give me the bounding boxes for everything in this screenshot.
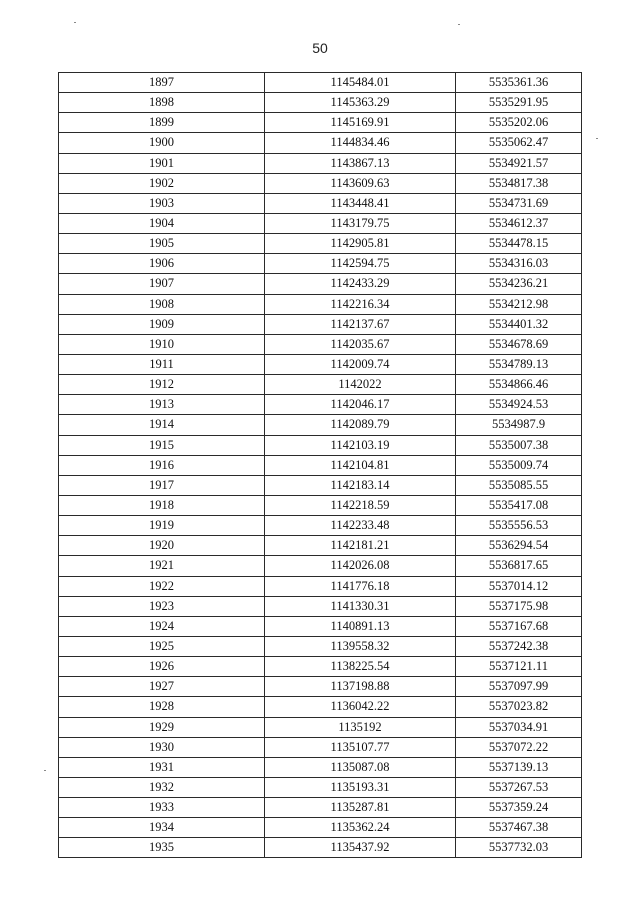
point-number-cell: 1935 xyxy=(59,838,265,858)
y-coordinate-cell: 5535417.08 xyxy=(456,495,582,515)
y-coordinate-cell: 5534789.13 xyxy=(456,354,582,374)
y-coordinate-cell: 5537359.24 xyxy=(456,798,582,818)
x-coordinate-cell: 1145363.29 xyxy=(265,93,456,113)
point-number-cell: 1908 xyxy=(59,294,265,314)
table-row xyxy=(59,475,582,495)
point-number-cell: 1901 xyxy=(59,153,265,173)
y-coordinate-cell: 5534212.98 xyxy=(456,294,582,314)
point-number-cell: 1904 xyxy=(59,213,265,233)
table-row xyxy=(59,113,582,133)
y-coordinate-cell: 5537167.68 xyxy=(456,616,582,636)
point-number-cell: 1929 xyxy=(59,717,265,737)
x-coordinate-cell: 1142216.34 xyxy=(265,294,456,314)
table-row xyxy=(59,133,582,153)
x-coordinate-cell: 1138225.54 xyxy=(265,657,456,677)
table-row xyxy=(59,375,582,395)
point-number-cell: 1921 xyxy=(59,556,265,576)
y-coordinate-cell: 5537121.11 xyxy=(456,657,582,677)
x-coordinate-cell: 1142181.21 xyxy=(265,536,456,556)
x-coordinate-cell: 1142594.75 xyxy=(265,254,456,274)
table-row xyxy=(59,818,582,838)
point-number-cell: 1931 xyxy=(59,757,265,777)
scan-speck xyxy=(596,138,598,139)
x-coordinate-cell: 1135437.92 xyxy=(265,838,456,858)
x-coordinate-cell: 1142183.14 xyxy=(265,475,456,495)
point-number-cell: 1927 xyxy=(59,677,265,697)
table-row xyxy=(59,576,582,596)
y-coordinate-cell: 5537023.82 xyxy=(456,697,582,717)
table-row xyxy=(59,395,582,415)
table-row xyxy=(59,798,582,818)
point-number-cell: 1926 xyxy=(59,657,265,677)
point-number-cell: 1913 xyxy=(59,395,265,415)
y-coordinate-cell: 5537072.22 xyxy=(456,737,582,757)
table-row xyxy=(59,93,582,113)
table-row xyxy=(59,153,582,173)
point-number-cell: 1922 xyxy=(59,576,265,596)
table-row xyxy=(59,677,582,697)
x-coordinate-cell: 1142103.19 xyxy=(265,435,456,455)
y-coordinate-cell: 5535085.55 xyxy=(456,475,582,495)
table-row xyxy=(59,717,582,737)
x-coordinate-cell: 1143867.13 xyxy=(265,153,456,173)
y-coordinate-cell: 5536294.54 xyxy=(456,536,582,556)
x-coordinate-cell: 1142433.29 xyxy=(265,274,456,294)
y-coordinate-cell: 5537034.91 xyxy=(456,717,582,737)
y-coordinate-cell: 5534866.46 xyxy=(456,375,582,395)
point-number-cell: 1928 xyxy=(59,697,265,717)
x-coordinate-cell: 1135362.24 xyxy=(265,818,456,838)
y-coordinate-cell: 5537242.38 xyxy=(456,636,582,656)
y-coordinate-cell: 5534731.69 xyxy=(456,193,582,213)
table-row xyxy=(59,777,582,797)
point-number-cell: 1917 xyxy=(59,475,265,495)
table-row xyxy=(59,556,582,576)
point-number-cell: 1912 xyxy=(59,375,265,395)
x-coordinate-cell: 1135087.08 xyxy=(265,757,456,777)
x-coordinate-cell: 1137198.88 xyxy=(265,677,456,697)
table-row xyxy=(59,73,582,93)
x-coordinate-cell: 1142046.17 xyxy=(265,395,456,415)
point-number-cell: 1915 xyxy=(59,435,265,455)
table-row xyxy=(59,536,582,556)
x-coordinate-cell: 1135107.77 xyxy=(265,737,456,757)
x-coordinate-cell: 1140891.13 xyxy=(265,616,456,636)
table-row xyxy=(59,294,582,314)
y-coordinate-cell: 5535361.36 xyxy=(456,73,582,93)
x-coordinate-cell: 1142022 xyxy=(265,375,456,395)
point-number-cell: 1903 xyxy=(59,193,265,213)
scan-speck xyxy=(74,22,76,23)
point-number-cell: 1897 xyxy=(59,73,265,93)
table-row xyxy=(59,636,582,656)
x-coordinate-cell: 1145484.01 xyxy=(265,73,456,93)
x-coordinate-cell: 1141776.18 xyxy=(265,576,456,596)
table-row xyxy=(59,274,582,294)
point-number-cell: 1911 xyxy=(59,354,265,374)
y-coordinate-cell: 5535556.53 xyxy=(456,516,582,536)
x-coordinate-cell: 1142218.59 xyxy=(265,495,456,515)
x-coordinate-cell: 1136042.22 xyxy=(265,697,456,717)
point-number-cell: 1905 xyxy=(59,234,265,254)
x-coordinate-cell: 1142026.08 xyxy=(265,556,456,576)
y-coordinate-cell: 5534612.37 xyxy=(456,213,582,233)
table-row xyxy=(59,455,582,475)
y-coordinate-cell: 5537139.13 xyxy=(456,757,582,777)
coordinates-table-container xyxy=(58,72,581,858)
point-number-cell: 1900 xyxy=(59,133,265,153)
y-coordinate-cell: 5534924.53 xyxy=(456,395,582,415)
x-coordinate-cell: 1142905.81 xyxy=(265,234,456,254)
point-number-cell: 1899 xyxy=(59,113,265,133)
y-coordinate-cell: 5537467.38 xyxy=(456,818,582,838)
table-row xyxy=(59,596,582,616)
table-row xyxy=(59,193,582,213)
x-coordinate-cell: 1143448.41 xyxy=(265,193,456,213)
y-coordinate-cell: 5534401.32 xyxy=(456,314,582,334)
table-row xyxy=(59,616,582,636)
point-number-cell: 1906 xyxy=(59,254,265,274)
y-coordinate-cell: 5534921.57 xyxy=(456,153,582,173)
y-coordinate-cell: 5537175.98 xyxy=(456,596,582,616)
table-row xyxy=(59,213,582,233)
table-row xyxy=(59,234,582,254)
table-row xyxy=(59,516,582,536)
x-coordinate-cell: 1142233.48 xyxy=(265,516,456,536)
x-coordinate-cell: 1135287.81 xyxy=(265,798,456,818)
table-row xyxy=(59,838,582,858)
x-coordinate-cell: 1141330.31 xyxy=(265,596,456,616)
y-coordinate-cell: 5534236.21 xyxy=(456,274,582,294)
x-coordinate-cell: 1142009.74 xyxy=(265,354,456,374)
point-number-cell: 1934 xyxy=(59,818,265,838)
coordinates-table-body xyxy=(59,73,582,858)
x-coordinate-cell: 1142137.67 xyxy=(265,314,456,334)
x-coordinate-cell: 1142035.67 xyxy=(265,334,456,354)
x-coordinate-cell: 1135192 xyxy=(265,717,456,737)
point-number-cell: 1932 xyxy=(59,777,265,797)
table-row xyxy=(59,757,582,777)
table-row xyxy=(59,334,582,354)
y-coordinate-cell: 5534817.38 xyxy=(456,173,582,193)
y-coordinate-cell: 5534478.15 xyxy=(456,234,582,254)
point-number-cell: 1923 xyxy=(59,596,265,616)
table-row xyxy=(59,657,582,677)
point-number-cell: 1918 xyxy=(59,495,265,515)
table-row xyxy=(59,697,582,717)
y-coordinate-cell: 5534987.9 xyxy=(456,415,582,435)
table-row xyxy=(59,415,582,435)
x-coordinate-cell: 1143179.75 xyxy=(265,213,456,233)
x-coordinate-cell: 1142104.81 xyxy=(265,455,456,475)
x-coordinate-cell: 1145169.91 xyxy=(265,113,456,133)
table-row xyxy=(59,173,582,193)
point-number-cell: 1909 xyxy=(59,314,265,334)
table-row xyxy=(59,354,582,374)
y-coordinate-cell: 5534678.69 xyxy=(456,334,582,354)
table-row xyxy=(59,435,582,455)
point-number-cell: 1924 xyxy=(59,616,265,636)
point-number-cell: 1914 xyxy=(59,415,265,435)
page-number: 50 xyxy=(312,40,328,56)
point-number-cell: 1898 xyxy=(59,93,265,113)
y-coordinate-cell: 5537097.99 xyxy=(456,677,582,697)
x-coordinate-cell: 1142089.79 xyxy=(265,415,456,435)
table-row xyxy=(59,254,582,274)
scan-speck xyxy=(44,770,46,771)
y-coordinate-cell: 5536817.65 xyxy=(456,556,582,576)
y-coordinate-cell: 5537014.12 xyxy=(456,576,582,596)
table-row xyxy=(59,314,582,334)
y-coordinate-cell: 5537732.03 xyxy=(456,838,582,858)
point-number-cell: 1930 xyxy=(59,737,265,757)
x-coordinate-cell: 1135193.31 xyxy=(265,777,456,797)
table-row xyxy=(59,737,582,757)
y-coordinate-cell: 5535007.38 xyxy=(456,435,582,455)
point-number-cell: 1902 xyxy=(59,173,265,193)
y-coordinate-cell: 5537267.53 xyxy=(456,777,582,797)
y-coordinate-cell: 5534316.03 xyxy=(456,254,582,274)
x-coordinate-cell: 1144834.46 xyxy=(265,133,456,153)
point-number-cell: 1933 xyxy=(59,798,265,818)
point-number-cell: 1925 xyxy=(59,636,265,656)
y-coordinate-cell: 5535291.95 xyxy=(456,93,582,113)
y-coordinate-cell: 5535062.47 xyxy=(456,133,582,153)
point-number-cell: 1907 xyxy=(59,274,265,294)
scan-speck xyxy=(458,24,460,25)
coordinates-table xyxy=(58,72,582,858)
point-number-cell: 1920 xyxy=(59,536,265,556)
y-coordinate-cell: 5535009.74 xyxy=(456,455,582,475)
table-row xyxy=(59,495,582,515)
x-coordinate-cell: 1139558.32 xyxy=(265,636,456,656)
point-number-cell: 1916 xyxy=(59,455,265,475)
y-coordinate-cell: 5535202.06 xyxy=(456,113,582,133)
point-number-cell: 1919 xyxy=(59,516,265,536)
point-number-cell: 1910 xyxy=(59,334,265,354)
x-coordinate-cell: 1143609.63 xyxy=(265,173,456,193)
